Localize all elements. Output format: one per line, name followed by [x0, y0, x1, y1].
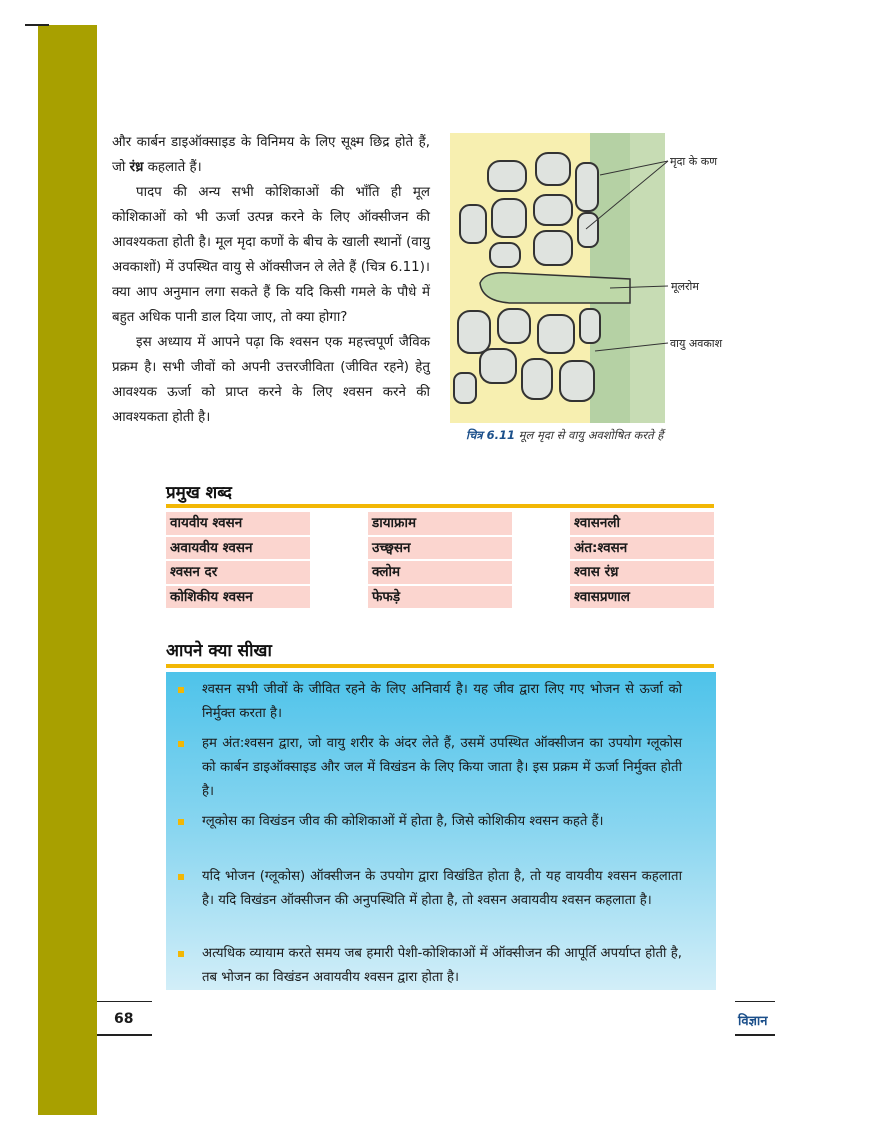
label-root-hair: मूलरोम	[671, 280, 699, 293]
keyword-cell: कोशिकीय श्वसन	[166, 586, 310, 611]
learned-item-text: श्वसन सभी जीवों के जीवित रहने के लिए अनिवार्य है। यह जीव द्वारा लिए गए भोजन से ऊर्जा को निर्मुक्त करता है।	[202, 682, 682, 721]
learned-box	[166, 672, 716, 990]
bullet-icon	[178, 951, 184, 957]
root-soil-figure	[450, 133, 750, 423]
keyword-row	[166, 537, 714, 562]
learned-item-text: अत्यधिक व्यायाम करते समय जब हमारी पेशी-कोशिकाओं में ऑक्सीजन की आपूर्ति अपर्याप्त होती है, तब भोजन का विखंडन अवायवीय श्वसन द्वारा होता है।	[202, 946, 682, 985]
footer-rule-left-top	[97, 1001, 152, 1002]
keyword-cell: उच्छ्वसन	[368, 537, 512, 562]
keywords-table	[166, 512, 714, 610]
keyword-cell: डायाफ्राम	[368, 512, 512, 537]
learned-item-text: हम अंत:श्वसन द्वारा, जो वायु शरीर के अंदर लेते हैं, उसमें उपस्थित ऑक्सीजन का उपयोग ग्लूकोस को कार्बन डाइऑक्साइड और जल में विखंडन के लिए किया जाता है। इस प्रक्रम में ऊर्जा निर्मुक्त होती है।	[202, 736, 682, 799]
keyword-cell: श्वासनली	[570, 512, 714, 537]
keyword-cell: क्लोम	[368, 561, 512, 586]
page-number: 68	[114, 1011, 134, 1027]
body-text	[112, 130, 430, 430]
learned-item	[166, 942, 716, 990]
keyword-row	[166, 561, 714, 586]
keyword-cell: श्वासप्रणाल	[570, 586, 714, 611]
stomata-term: रंध्र	[129, 160, 144, 175]
keywords-rule	[166, 504, 714, 508]
learned-item-text: ग्लूकोस का विखंडन जीव की कोशिकाओं में होता है, जिसे कोशिकीय श्वसन कहते हैं।	[202, 814, 604, 829]
keyword-cell: अंत:श्वसन	[570, 537, 714, 562]
footer-rule-right-top	[735, 1001, 775, 1002]
learned-item	[166, 732, 716, 804]
keyword-cell: श्वास रंध्र	[570, 561, 714, 586]
bullet-icon	[178, 874, 184, 880]
figure-number: चित्र 6.11	[466, 428, 516, 442]
keyword-row	[166, 586, 714, 611]
figure-caption-text: मूल मृदा से वायु अवशोषित करते हैं	[515, 428, 664, 442]
footer-rule-right-bottom	[735, 1034, 775, 1036]
bullet-icon	[178, 819, 184, 825]
keyword-cell: फेफड़े	[368, 586, 512, 611]
book-title: विज्ञान	[738, 1014, 768, 1029]
learned-item	[166, 865, 716, 913]
top-corner-rule	[25, 24, 49, 26]
figure-caption	[466, 428, 663, 443]
label-soil-particles: मृदा के कण	[670, 155, 718, 168]
learned-item	[166, 678, 716, 726]
paragraph-2: पादप की अन्य सभी कोशिकाओं की भाँति ही मूल कोशिकाओं को भी ऊर्जा उत्पन्न करने के लिए ऑक्सीजन की आवश्यकता होती है। मूल मृदा कणों के बीच के खाली स्थानों (वायु अवकाशों) में उपस्थित वायु से ऑक्सीजन ले लेते हैं (चित्र 6.11)। क्या आप अनुमान लगा सकते हैं कि यदि किसी गमले के पौधे में बहुत अधिक पानी डाल दिया जाए, तो क्या होगा?	[112, 185, 430, 325]
bullet-icon	[178, 741, 184, 747]
learned-item	[166, 810, 716, 834]
keyword-cell: अवायवीय श्वसन	[166, 537, 310, 562]
paragraph-1-start: और कार्बन डाइऑक्साइड के विनिमय के लिए सूक्ष्म छिद्र होते हैं, जो	[112, 135, 430, 175]
label-air-space: वायु अवकाश	[670, 337, 723, 350]
keyword-cell: वायवीय श्वसन	[166, 512, 310, 537]
footer-rule-left-bottom	[97, 1034, 152, 1036]
side-color-bar	[38, 25, 97, 1115]
paragraph-1	[112, 130, 430, 180]
keyword-cell: श्वसन दर	[166, 561, 310, 586]
keywords-title: प्रमुख शब्द	[166, 483, 232, 503]
paragraph-1-end: कहलाते हैं।	[143, 160, 202, 175]
learned-title: आपने क्या सीखा	[166, 641, 272, 661]
paragraph-3: इस अध्याय में आपने पढ़ा कि श्वसन एक महत्त्वपूर्ण जैविक प्रक्रम है। सभी जीवों को अपनी उत्तरजीविता (जीवित रहने) हेतु आवश्यक ऊर्जा को प्राप्त करने के लिए श्वसन करने की आवश्यकता होती है।	[112, 335, 430, 425]
keyword-row	[166, 512, 714, 537]
learned-item-text: यदि भोजन (ग्लूकोस) ऑक्सीजन के उपयोग द्वारा विखंडित होता है, तो यह वायवीय श्वसन कहलाता है। यदि विखंडन ऑक्सीजन की अनुपस्थिति में होता है, तो श्वसन अवायवीय श्वसन कहलाता है।	[202, 869, 682, 908]
bullet-icon	[178, 687, 184, 693]
learned-rule	[166, 664, 714, 668]
